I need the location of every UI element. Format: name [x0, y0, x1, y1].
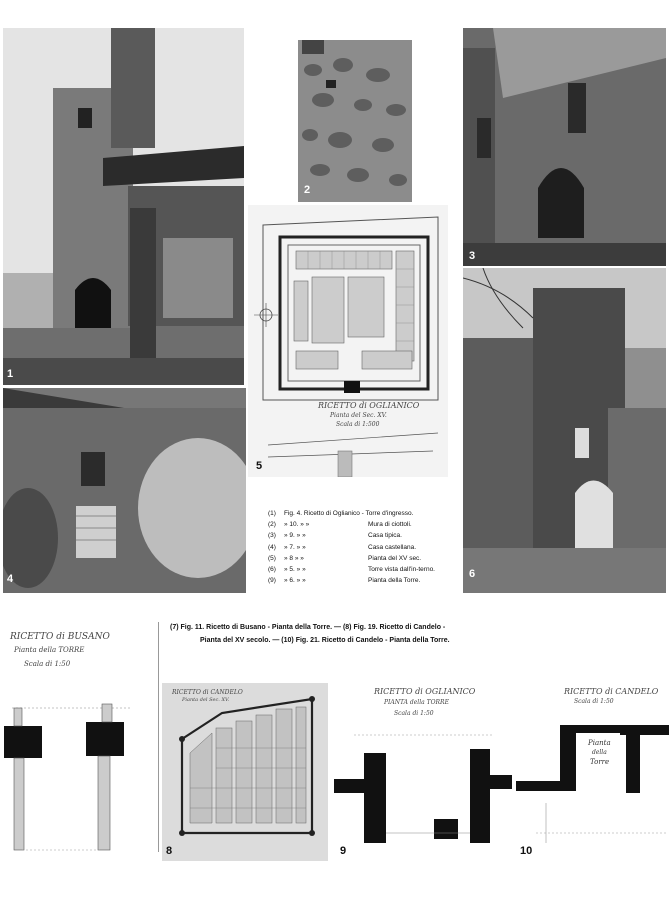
- plan-10-label-2: della: [592, 749, 607, 756]
- plan-9-oglianico-tower: [334, 683, 512, 861]
- plan-8-title: RICETTO di CANDELO: [172, 689, 243, 696]
- legend-row: (4) » 7. » » Casa castellana.: [268, 543, 417, 551]
- plan-5-title: RICETTO di OGLIANICO: [318, 401, 420, 410]
- plan-10-title: RICETTO di CANDELO: [564, 687, 659, 696]
- legend-row: (6) » 5. » » Torre vista dall'in-terno.: [268, 566, 435, 574]
- plan-9-subtitle: PIANTA della TORRE: [384, 699, 449, 706]
- caption-divider: [158, 622, 159, 852]
- plan-5-drawing: [248, 205, 448, 477]
- photo-3-typical-house: [463, 28, 666, 266]
- plan-7-subtitle: Pianta della TORRE: [14, 646, 85, 654]
- figure-number: 10: [520, 845, 533, 857]
- photo-6-tower-interior: [463, 268, 666, 593]
- plan-9-title: RICETTO di OGLIANICO: [374, 687, 476, 696]
- plan-8-subtitle: Pianta del Sec. XV.: [182, 697, 230, 703]
- plan-7-title: RICETTO di BUSANO: [10, 632, 110, 642]
- plan-10-label-3: Torre: [590, 758, 610, 766]
- plan-10-candelo-tower: [516, 683, 669, 861]
- figure-number: 8: [166, 845, 173, 857]
- plan-7-scale: Scala di 1:50: [24, 660, 71, 668]
- plan-9-scale: Scala di 1:50: [394, 710, 434, 717]
- plan-10-label-1: Pianta: [588, 739, 611, 747]
- photo-1-entrance-tower: [3, 28, 244, 385]
- bottom-caption: [170, 621, 510, 647]
- plan-5-subtitle: Pianta del Sec. XV.: [330, 412, 387, 419]
- photo-1-drawing: [3, 28, 244, 385]
- caption-line-2: Pianta del XV secolo. — (10) Fig. 21. Ricetto di Candelo - Pianta della Torre.: [200, 637, 450, 644]
- legend-row: (1) Fig. 4. Ricetto di Oglianico - Torre d'ingresso.: [268, 510, 414, 517]
- figure-number: 5: [256, 460, 263, 472]
- legend-row: (9) » 6. » » Pianta della Torre.: [268, 577, 421, 585]
- photo-4-drawing: [3, 388, 246, 593]
- figure-number: 1: [7, 368, 14, 380]
- plan-8-drawing: [162, 683, 328, 861]
- caption-line-1: (7) Fig. 11. Ricetto di Busano - Pianta della Torre. — (8) Fig. 19. Ricetto di Candelo -: [170, 624, 446, 631]
- figure-legend: [268, 508, 464, 586]
- plan-5-oglianico: [248, 205, 448, 477]
- plan-10-drawing: [516, 683, 669, 861]
- photo-6-drawing: [463, 268, 666, 593]
- figure-number: 3: [469, 250, 476, 262]
- figure-number: 6: [469, 568, 476, 580]
- photo-3-drawing: [463, 28, 666, 266]
- plan-7-drawing: [2, 628, 152, 860]
- plan-5-scale: Scala di 1:500: [336, 421, 380, 428]
- legend-row: (3) » 9. » » Casa tipica.: [268, 532, 402, 540]
- figure-number: 2: [304, 184, 311, 196]
- plan-8-candelo: [162, 683, 328, 861]
- plan-10-subtitle: Scala di 1:50: [574, 698, 614, 705]
- photo-2-drawing: [298, 40, 412, 202]
- plan-9-drawing: [334, 683, 512, 861]
- photo-2-pebble-wall: [298, 40, 412, 202]
- photo-4-castle-house: [3, 388, 246, 593]
- figure-number: 9: [340, 845, 347, 857]
- legend-row: (2) » 10. » » Mura di ciottoli.: [268, 521, 412, 529]
- legend-row: (5) » 8 » » Pianta del XV sec.: [268, 554, 422, 562]
- plan-7-busano-tower: [2, 628, 152, 860]
- figure-number: 4: [7, 573, 14, 585]
